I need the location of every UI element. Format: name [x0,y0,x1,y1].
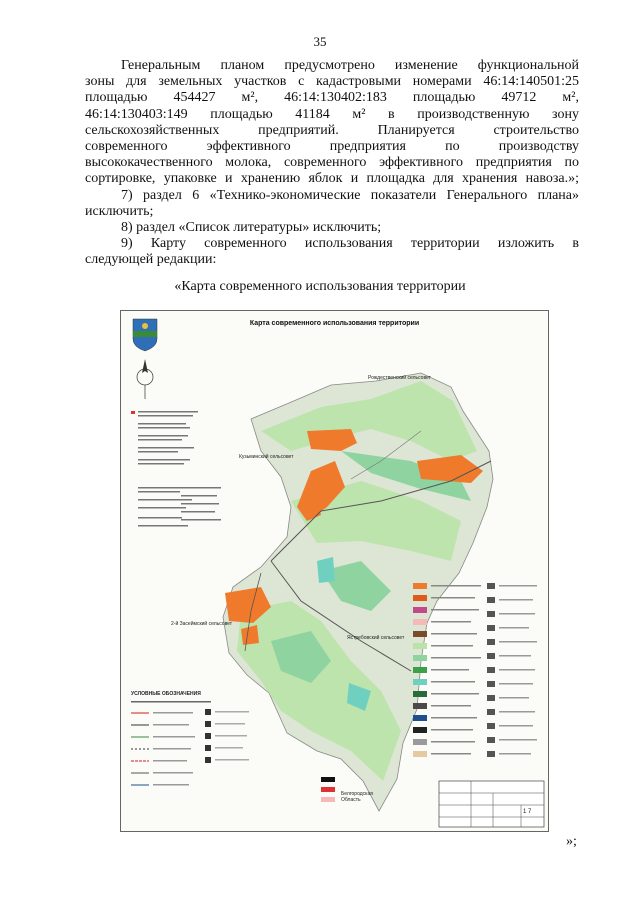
text-line: сортировке, упаковке и хранению яблок и площадка для хранения навоза.»; [85,171,579,187]
text-line: высококачественного молока, современного эффективного предприятия по [85,155,579,171]
map-drawing [121,311,548,831]
text-line: сельскохозяйственных предприятий. Планируется строительство [85,122,579,138]
map-figure [120,310,549,832]
label-yastrebovskiy: Ястребовский сельсовет [347,635,405,641]
label-rozhdestvenskiy: Рождественский сельсовет [368,375,431,381]
text-line: Генеральным планом предусмотрено изменение функциональной [121,58,579,73]
text-line: современного эффективного предприятия по производству [85,139,579,155]
text-line: исключить; [85,203,154,219]
closing-quote: »; [566,834,577,849]
text-line: 7) раздел 6 «Технико-экономические показатели Генерального плана» [121,187,579,203]
page-number: 35 [313,34,327,49]
label-kuzminskiy: Кузьминский сельсовет [239,454,294,460]
title-block [439,781,544,827]
body-text [85,58,579,269]
text-line: 9) Карту современного использования территории изложить в [121,236,579,252]
map-title: Карта современного использования территории [249,320,420,327]
sheet-number: 1 7 [523,809,532,815]
label-zasemskiy: 2-й Засеймский сельсовет [171,621,233,627]
legend-right [413,583,537,757]
text-line: 8) раздел «Список литературы» исключить; [121,220,382,236]
text-line: 46:14:130403:149 площадью 41184 м² в производственную зону [85,106,579,122]
text-line: площадью 454427 м², 46:14:130402:183 площадью 49712 м², [85,90,579,106]
text-line: следующей редакции: [85,252,217,268]
north-arrow-icon [137,359,153,399]
text-line: зоны для земельных участков с кадастровыми номерами 46:14:140501:25 [85,74,579,90]
legend-left [131,411,221,527]
map-caption: «Карта современного использования территории [174,279,466,294]
label-belgorod: Белгородская Область [341,791,373,803]
legend-heading: УСЛОВНЫЕ ОБОЗНАЧЕНИЯ [131,691,201,697]
